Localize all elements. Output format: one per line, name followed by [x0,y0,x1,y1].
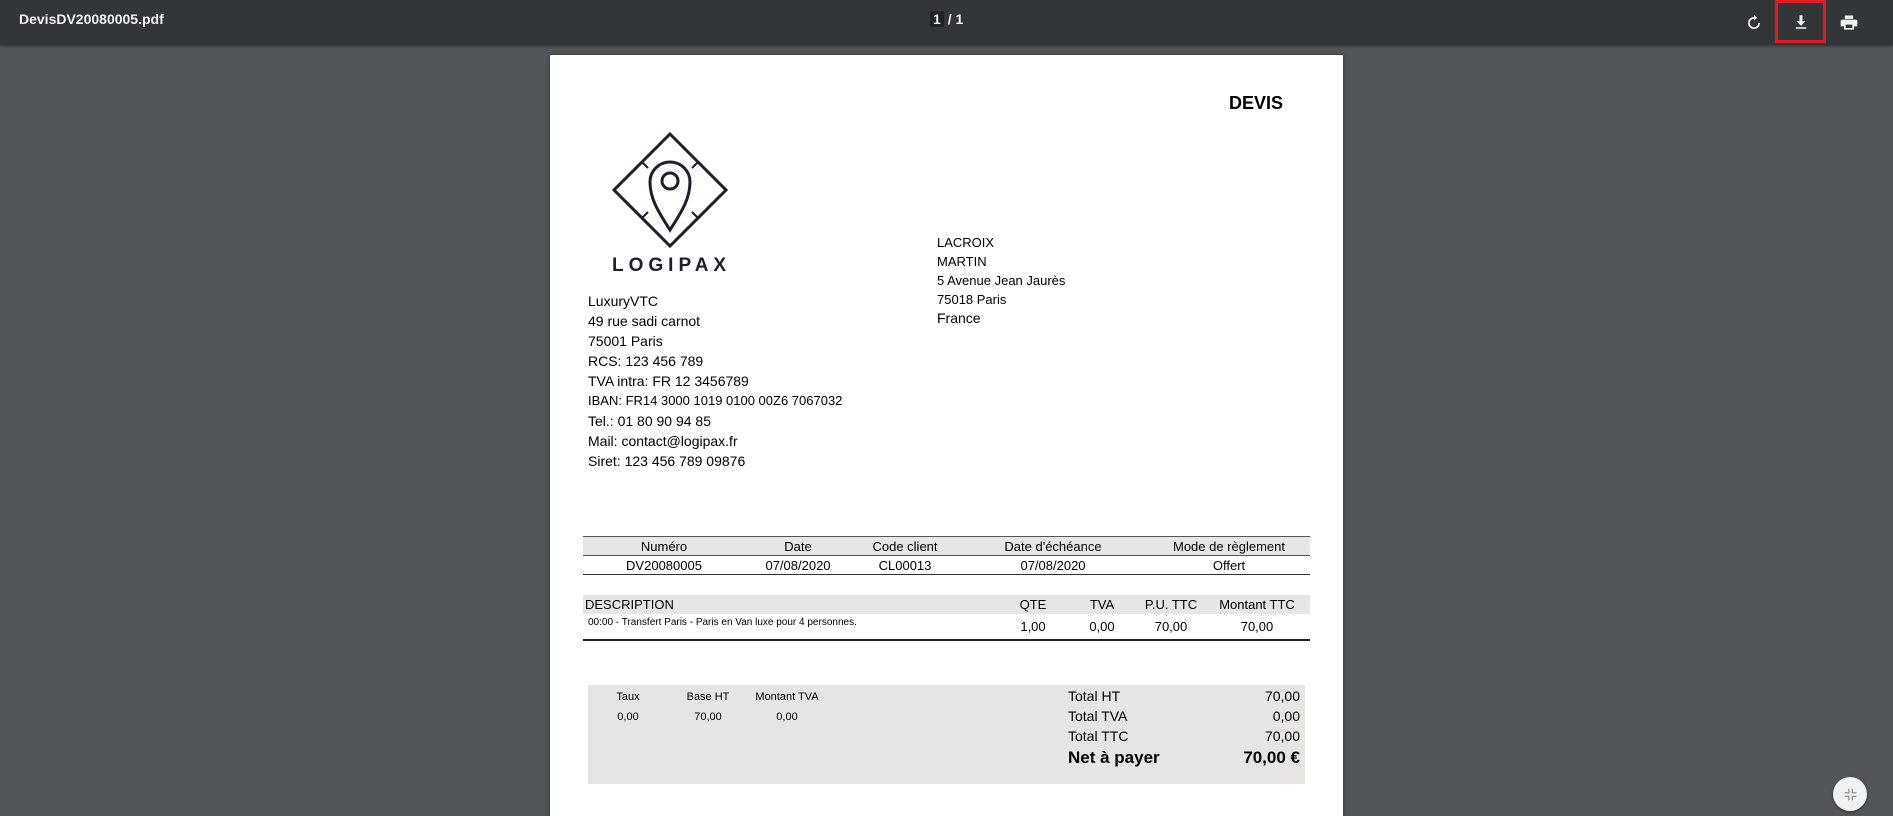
total-tva-line [1068,708,1300,728]
table-row [583,555,1310,575]
table-header-row [583,595,1310,614]
client-line: France [937,310,981,326]
rotate-button[interactable] [1737,6,1771,40]
table-header-cell: Date d'échéance [1004,539,1102,554]
company-block [588,291,842,471]
company-mail: Mail: contact@logipax.fr [588,433,738,449]
company-iban: IBAN: FR14 3000 1019 0100 00Z6 7067032 [588,393,843,408]
table-header-cell: Base HT [686,691,730,703]
total-ttc-value: 70,00 [1264,728,1300,744]
table-cell: 0,00 [617,711,639,723]
table-header-row [583,536,1310,555]
fit-to-page-button[interactable] [1833,777,1867,811]
table-cell: 1,00 [1020,619,1046,634]
page-counter [930,11,963,27]
table-cell: 70,00 [1154,619,1188,634]
company-siret: Siret: 123 456 789 09876 [588,453,746,469]
document-title: DevisDV20080005.pdf [19,11,164,27]
company-rcs: RCS: 123 456 789 [588,353,704,369]
page-total: / 1 [947,11,964,27]
table-cell: 07/08/2020 [1020,558,1086,573]
quote-lines-table [583,595,1310,641]
pdf-page [550,55,1343,816]
table-header-cell: QTE [1019,597,1047,612]
table-header-cell: Mode de règlement [1172,539,1286,554]
page-number-input[interactable]: 1 [930,11,944,27]
company-street: 49 rue sadi carnot [588,313,701,329]
total-tva-label: Total TVA [1068,708,1128,724]
table-header-cell: P.U. TTC [1144,597,1198,612]
table-header-cell: Date [784,539,812,554]
rotate-icon [1745,14,1763,32]
print-button[interactable] [1832,6,1866,40]
table-header-cell: Taux [616,691,640,703]
table-header-cell: Code client [872,539,938,554]
table-row [583,614,1310,641]
table-cell: 70,00 [694,711,722,723]
client-line: MARTIN [937,254,987,269]
total-ht-label: Total HT [1068,688,1121,704]
total-tva-value: 0,00 [1272,708,1300,724]
table-cell: 07/08/2020 [765,558,831,573]
total-ttc-line [1068,728,1300,748]
company-name: LuxuryVTC [588,293,659,309]
client-line: 5 Avenue Jean Jaurès [937,273,1066,288]
print-icon [1839,13,1859,33]
totals-lines [1068,688,1300,772]
total-ht-line [1068,688,1300,708]
table-header-cell: Montant TVA [755,691,819,703]
total-ht-value: 70,00 [1264,688,1300,704]
totals-block [588,685,1305,784]
document-heading: DEVIS [1229,93,1284,113]
map-pin-logo-icon [610,130,730,250]
table-cell: DV20080005 [626,558,702,573]
logo-text: LOGIPAX [612,255,732,276]
table-cell: 00:00 - Transfert Paris - Paris en Van luxe pour 4 personnes. [588,617,857,628]
client-block [937,233,1065,328]
table-header-cell: DESCRIPTION [585,597,674,612]
table-header-cell: TVA [1089,597,1115,612]
net-to-pay-value: 70,00 € [1243,748,1300,767]
table-cell: CL00013 [878,558,932,573]
table-header-cell: Numéro [640,539,688,554]
quote-info-table [583,536,1310,575]
pdf-toolbar [0,0,1893,45]
table-cell: 0,00 [776,711,798,723]
company-tel: Tel.: 01 80 90 94 85 [588,413,711,429]
client-line: LACROIX [937,235,995,250]
table-cell: 0,00 [1089,619,1115,634]
table-header-cell: Montant TTC [1219,597,1295,612]
company-city: 75001 Paris [588,333,663,349]
net-to-pay-label: Net à payer [1068,748,1160,767]
net-to-pay-line [1068,748,1300,772]
client-line: 75018 Paris [937,292,1007,307]
total-ttc-label: Total TTC [1068,728,1129,744]
table-cell: 70,00 [1240,619,1274,634]
download-icon [1792,13,1810,31]
table-cell: Offert [1212,558,1246,573]
download-button[interactable] [1775,0,1826,43]
company-tva: TVA intra: FR 12 3456789 [588,373,749,389]
fit-to-page-icon [1843,787,1857,801]
